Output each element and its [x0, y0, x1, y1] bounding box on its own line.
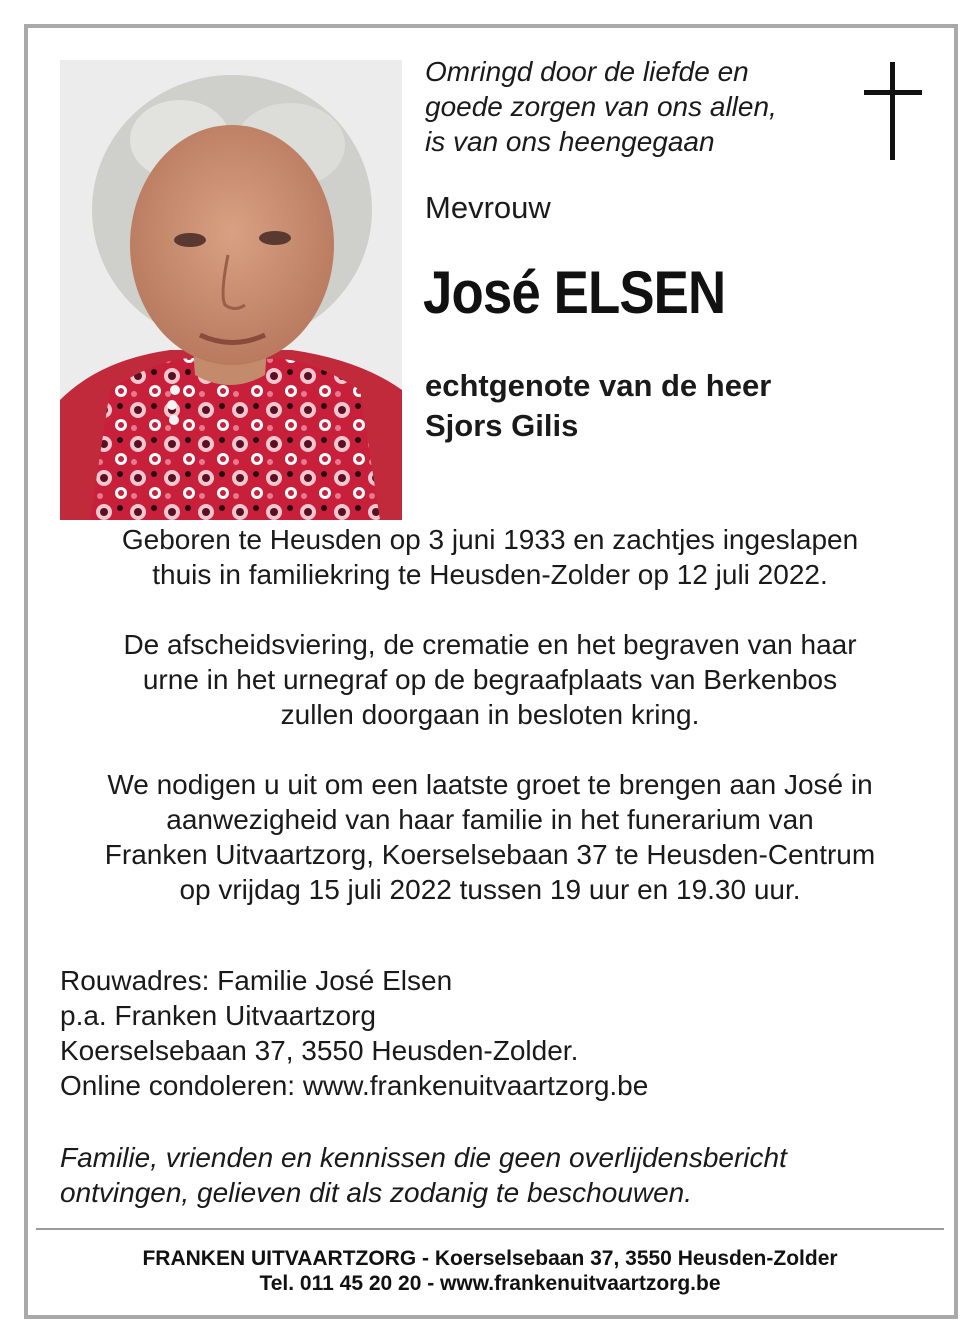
footer-address-line: FRANKEN UITVAARTZORG - Koerselsebaan 37, 3550 Heusden-Zolder: [142, 1247, 838, 1270]
spouse-line: Sjors Gilis: [425, 408, 579, 443]
paragraph-line: Franken Uitvaartzorg, Koerselsebaan 37 te Heusden-Centrum: [104, 839, 876, 870]
visitation-paragraph: [40, 767, 940, 907]
intro-line: is van ons heengegaan: [425, 126, 715, 157]
paragraph-line: We nodigen u uit om een laatste groet te brengen aan José in: [107, 769, 873, 800]
closing-line: Familie, vrienden en kennissen die geen overlijdensbericht: [60, 1142, 787, 1173]
mourning-address: [60, 963, 648, 1103]
honorific: Mevrouw: [425, 190, 551, 225]
address-line: Koerselsebaan 37, 3550 Heusden-Zolder.: [60, 1035, 579, 1066]
birth-death-paragraph: [40, 522, 940, 592]
paragraph-line: zullen doorgaan in besloten kring.: [280, 699, 700, 730]
address-line: Online condoleren: www.frankenuitvaartzorg.be: [60, 1070, 649, 1101]
funeral-home-footer: [40, 1246, 940, 1296]
address-line: Rouwadres: Familie José Elsen: [60, 965, 453, 996]
intro-line: Omringd door de liefde en: [425, 56, 749, 87]
paragraph-line: De afscheidsviering, de crematie en het begraven van haar: [123, 629, 857, 660]
paragraph-line: Geboren te Heusden op 3 juni 1933 en zachtjes ingeslapen: [121, 524, 859, 555]
paragraph-line: thuis in familiekring te Heusden-Zolder op 12 juli 2022.: [152, 559, 828, 590]
closing-line: ontvingen, gelieven dit als zodanig te beschouwen.: [60, 1177, 692, 1208]
footer-contact-line: Tel. 011 45 20 20 - www.frankenuitvaartzorg.be: [259, 1272, 721, 1295]
address-line: p.a. Franken Uitvaartzorg: [60, 1000, 376, 1031]
spouse-text: [425, 366, 771, 446]
spouse-line: echtgenote van de heer: [425, 368, 772, 403]
paragraph-line: urne in het urnegraf op de begraafplaats van Berkenbos: [142, 664, 838, 695]
ceremony-paragraph: [40, 627, 940, 732]
deceased-name: José ELSEN: [423, 259, 726, 326]
paragraph-line: op vrijdag 15 juli 2022 tussen 19 uur en 19.30 uur.: [179, 874, 801, 905]
closing-note: [60, 1140, 787, 1210]
footer-divider: [36, 1228, 944, 1230]
paragraph-line: aanwezigheid van haar familie in het funerarium van: [166, 804, 814, 835]
intro-text: [425, 54, 777, 159]
cross-icon: [864, 62, 922, 160]
portrait-photo: [60, 60, 402, 520]
intro-line: goede zorgen van ons allen,: [425, 91, 777, 122]
